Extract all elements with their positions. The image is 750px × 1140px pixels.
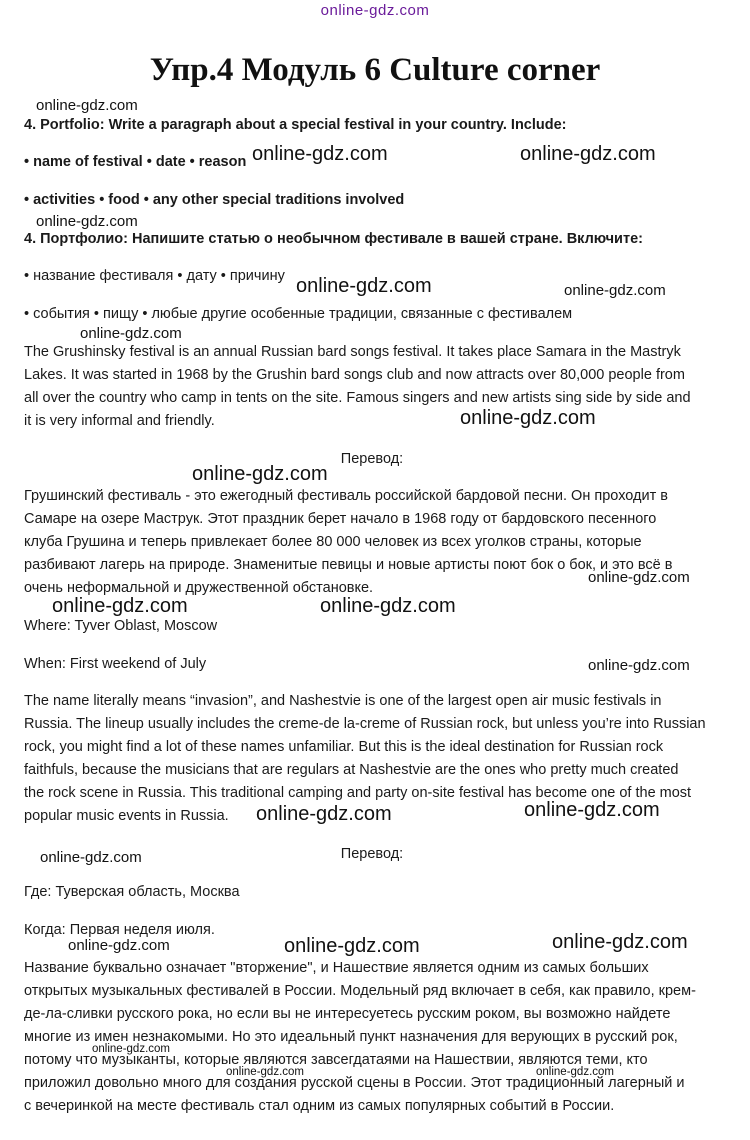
nashestvie-translation-line: открытых музыкальных фестивалей в России. Модельный ряд включает в себя, как правило, крем- (24, 983, 696, 999)
task-en-bullets-2: • activities • food • any other special traditions involved (24, 192, 405, 208)
watermark: online-gdz.com (588, 657, 690, 674)
watermark: online-gdz.com (252, 143, 388, 165)
task-en-heading: 4. Portfolio: Write a paragraph about a special festival in your country. Include: (24, 117, 567, 133)
watermark: online-gdz.com (536, 1066, 614, 1078)
grushinsky-translation-line: клуба Грушина и теперь привлекает более 80 000 человек из всех уголков страны, которые (24, 534, 642, 550)
nashestvie-when: When: First weekend of July (24, 656, 207, 672)
watermark: online-gdz.com (36, 97, 138, 114)
header-site-link[interactable]: online-gdz.com (320, 2, 430, 19)
watermark: online-gdz.com (284, 935, 420, 957)
nashestvie-line: The name literally means “invasion”, and Nashestvie is one of the largest open air music festivals in (24, 693, 662, 709)
nashestvie-line: popular music events in Russia. (24, 808, 229, 824)
nashestvie-translation-line: де-ла-сливки русского рока, но если вы не интересуетесь русским роком, вы возможно найдете (24, 1006, 671, 1022)
watermark: online-gdz.com (80, 325, 182, 342)
nashestvie-translation-line: Название буквально означает "вторжение", и Нашествие является одним из самых больших (24, 960, 649, 976)
watermark: online-gdz.com (296, 275, 432, 297)
nashestvie-where: Where: Tyver Oblast, Moscow (24, 618, 218, 634)
task-en-bullets-1: • name of festival • date • reason (24, 154, 247, 170)
watermark: online-gdz.com (192, 463, 328, 485)
grushinsky-paragraph (24, 341, 724, 433)
watermark: online-gdz.com (226, 1066, 304, 1078)
watermark: online-gdz.com (256, 803, 392, 825)
watermark: online-gdz.com (68, 937, 170, 954)
watermark: online-gdz.com (588, 569, 690, 586)
page-title: Упр.4 Модуль 6 Culture corner (149, 52, 601, 88)
grushinsky-line: Lakes. It was started in 1968 by the Grushin bard songs club and now attracts over 80,000 people from (24, 367, 685, 383)
watermark: online-gdz.com (40, 849, 142, 866)
task-ru-bullets-2: • события • пищу • любые другие особенные традиции, связанные с фестивалем (24, 306, 573, 322)
nashestvie-translation-line: потому что музыканты, которые являются завсегдатаями на Нашествии, являются теми, кто (24, 1052, 648, 1068)
task-ru-heading: 4. Портфолио: Напишите статью о необычном фестивале в вашей стране. Включите: (24, 231, 643, 247)
nashestvie-translation-line: многие из имен незнакомыми. Но это идеальный пункт назначения для верующих в русский рок, (24, 1029, 678, 1045)
nashestvie-line: Russia. The lineup usually includes the creme-de la-creme of Russian rock, but unless you’re into Russian (24, 716, 706, 732)
watermark: online-gdz.com (52, 595, 188, 617)
watermark: online-gdz.com (520, 143, 656, 165)
watermark: online-gdz.com (552, 931, 688, 953)
watermark: online-gdz.com (460, 407, 596, 429)
watermark: online-gdz.com (320, 595, 456, 617)
grushinsky-translation-line: очень неформальной и дружественной обстановке. (24, 580, 374, 596)
nashestvie-translation-line: с вечеринкой на месте фестиваль стал одним из самых популярных событий в России. (24, 1098, 615, 1114)
grushinsky-translation-label: Перевод: (340, 451, 404, 467)
watermark: online-gdz.com (92, 1043, 170, 1055)
watermark: online-gdz.com (524, 799, 660, 821)
nashestvie-line: rock, you might find a lot of these names unfamiliar. But this is the ideal destination for Russian rock (24, 739, 664, 755)
grushinsky-line: it is very informal and friendly. (24, 413, 215, 429)
grushinsky-line: The Grushinsky festival is an annual Russian bard songs festival. It takes place Samara in the Mastryk (24, 344, 681, 360)
grushinsky-line: all over the country who camp in tents on the site. Famous singers and new artists sing side by side and (24, 390, 691, 406)
nashestvie-where-ru: Где: Туверская область, Москва (24, 884, 240, 900)
nashestvie-line: faithfuls, because the musicians that are regulars at Nashestvie are the ones who pretty much created (24, 762, 679, 778)
task-ru-bullets-1: • название фестиваля • дату • причину (24, 268, 285, 284)
grushinsky-translation-line: разбивают лагерь на природе. Знаменитые певицы и новые артисты поют бок о бок, и это всё в (24, 557, 673, 573)
watermark: online-gdz.com (564, 282, 666, 299)
nashestvie-when-ru: Когда: Первая неделя июля. (24, 922, 215, 938)
nashestvie-line: the rock scene in Russia. This traditional camping and party on-site festival has become one of the most (24, 785, 692, 801)
nashestvie-translation (24, 957, 724, 1118)
nashestvie-translation-line: приложил довольно много для создания русской сцены в России. Этот традиционный лагерный и (24, 1075, 685, 1091)
grushinsky-translation-line: Грушинский фестиваль - это ежегодный фестиваль российской бардовой песни. Он проходит в (24, 488, 668, 504)
nashestvie-translation-label: Перевод: (340, 846, 404, 862)
watermark: online-gdz.com (36, 213, 138, 230)
grushinsky-translation-line: Самаре на озере Маструк. Этот праздник берет начало в 1968 году от бардовского песенного (24, 511, 657, 527)
